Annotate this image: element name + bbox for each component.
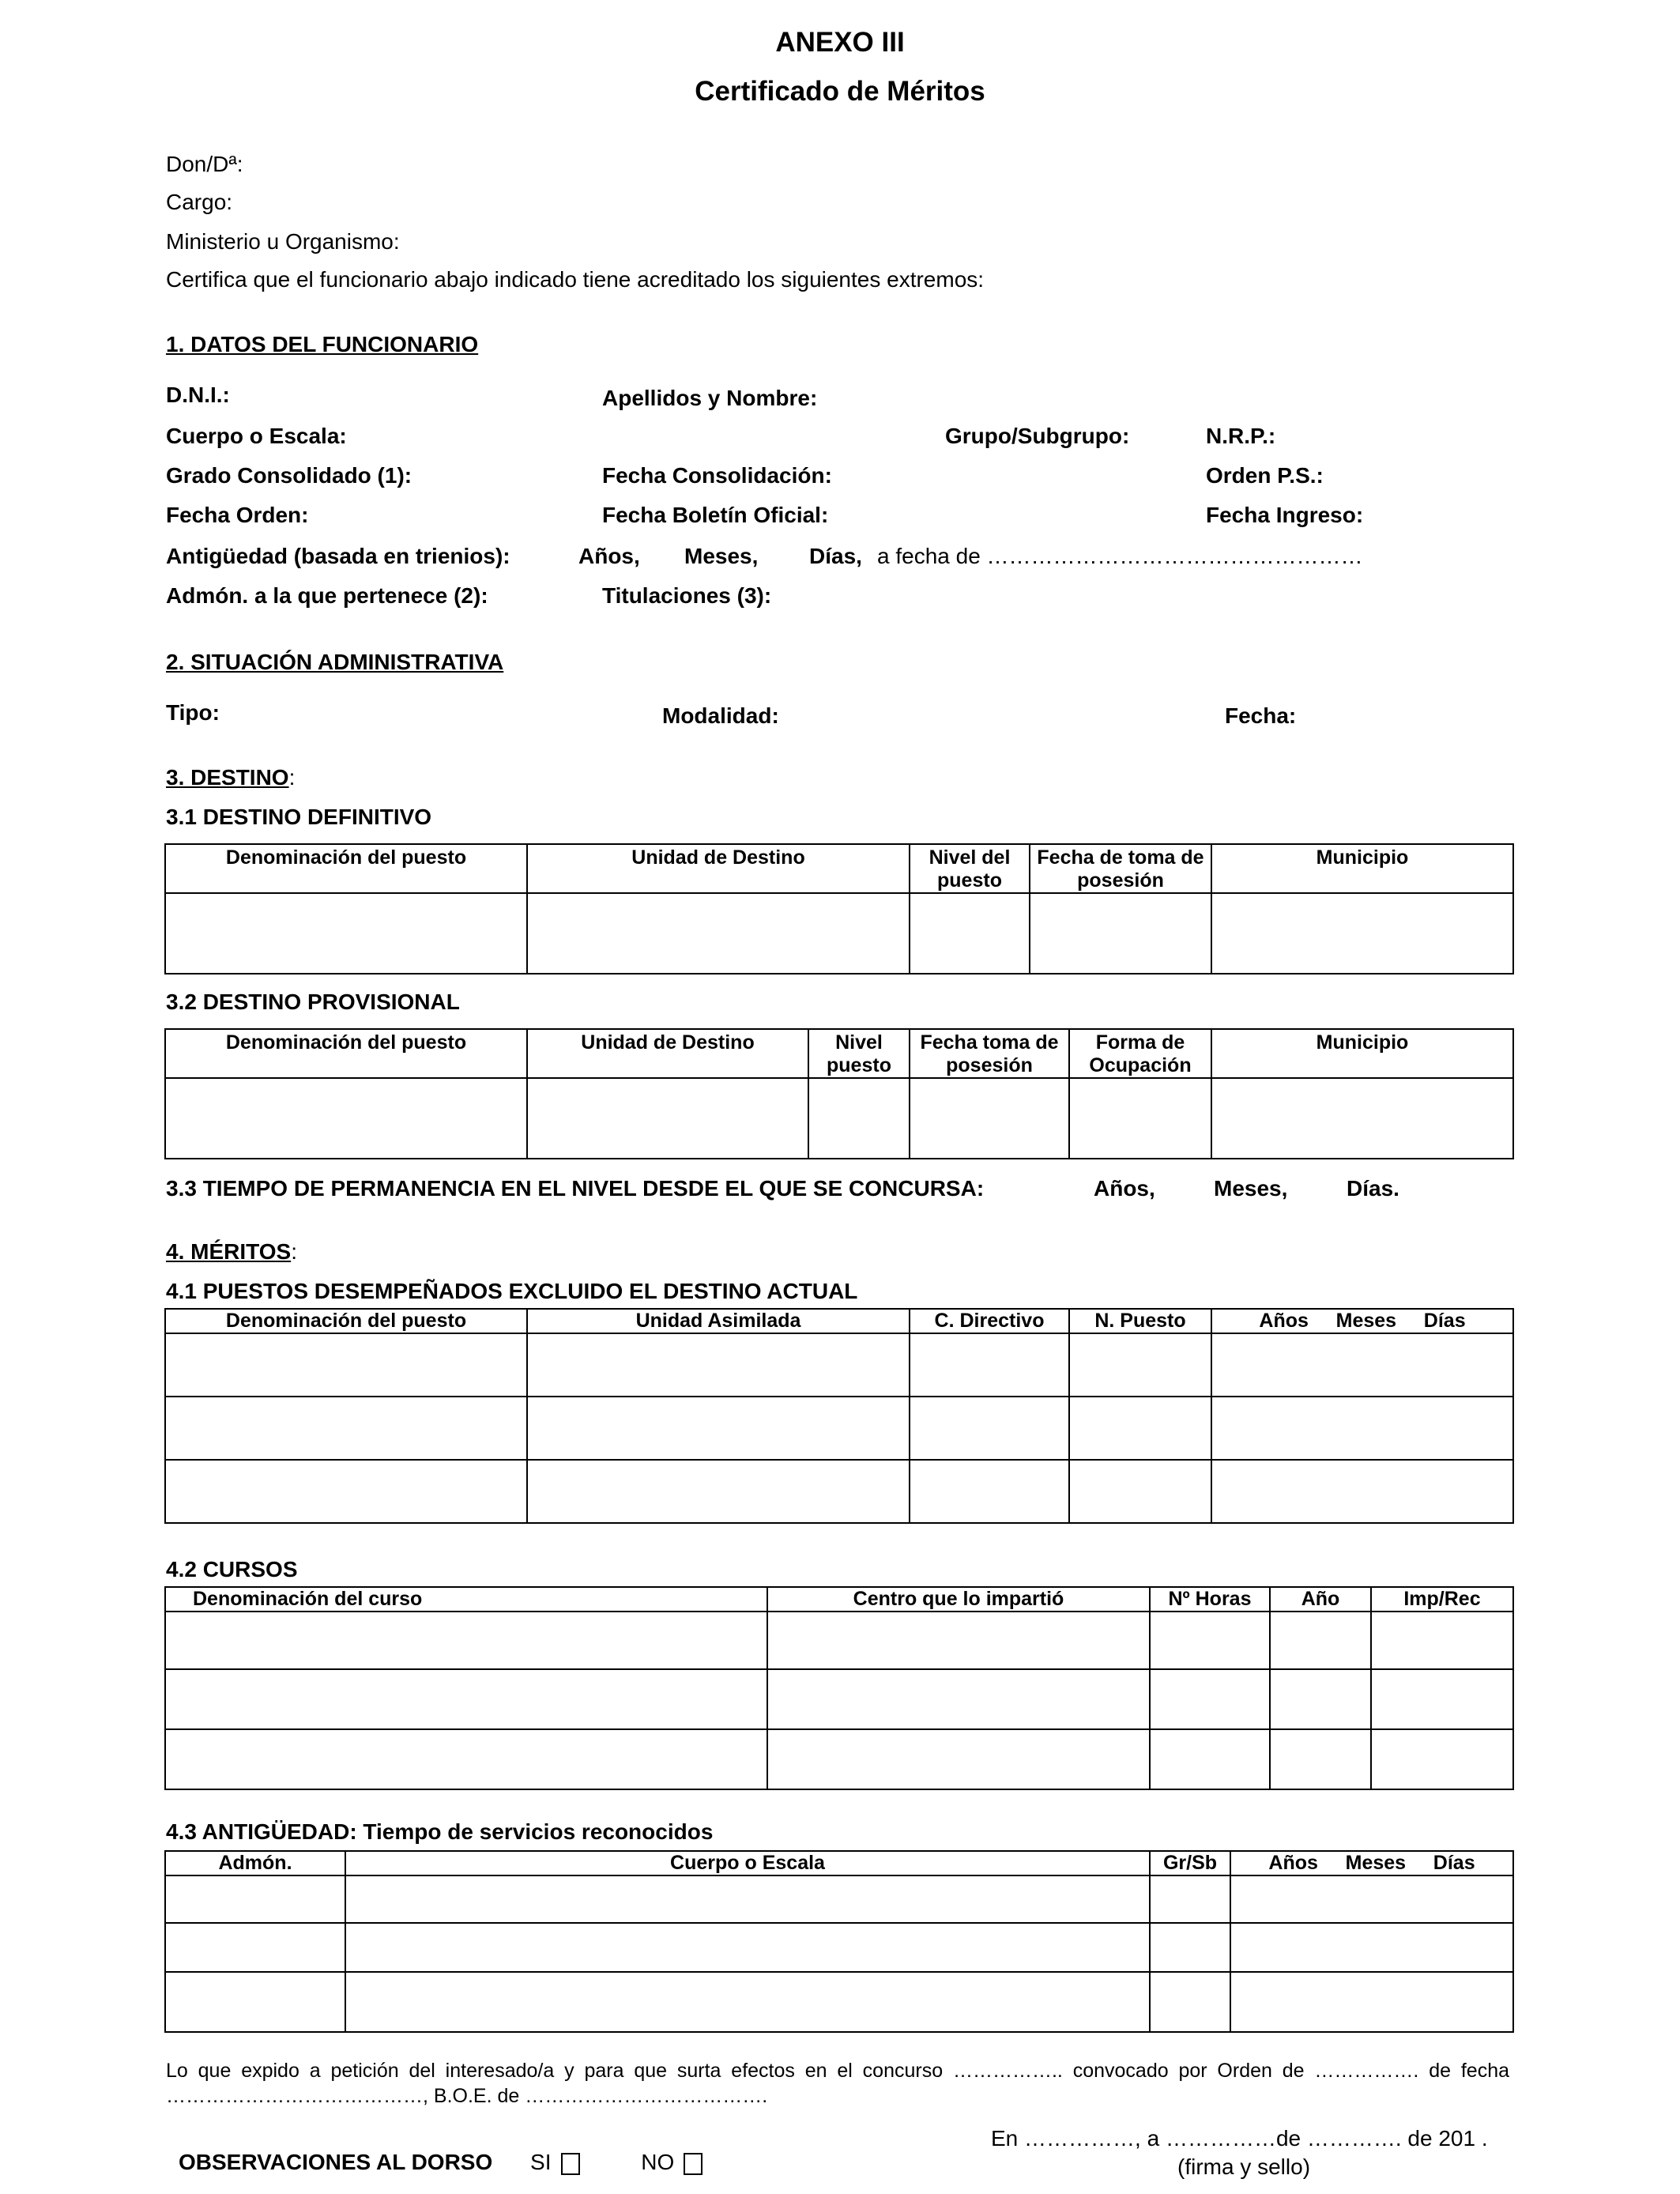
antiguedad-meses: Meses,	[684, 544, 759, 568]
permanencia-anos: Años,	[1094, 1176, 1155, 1201]
header-gr-sb: Gr/Sb	[1150, 1851, 1230, 1875]
table-cell[interactable]	[767, 1669, 1150, 1729]
header-ano: Año	[1270, 1587, 1371, 1612]
table-cell[interactable]	[1230, 1972, 1513, 2032]
table-row	[165, 1923, 1513, 1972]
fecha-ingreso-label: Fecha Ingreso:	[1206, 503, 1364, 527]
table-cell[interactable]	[1371, 1612, 1513, 1669]
si-checkbox[interactable]	[561, 2153, 580, 2175]
page-title: Certificado de Méritos	[695, 76, 985, 107]
table-row	[165, 1397, 1513, 1460]
table-cell[interactable]	[1270, 1612, 1371, 1669]
ministerio-label: Ministerio u Organismo:	[166, 229, 400, 254]
table-cell[interactable]	[527, 1397, 910, 1460]
fecha-boletin-label: Fecha Boletín Oficial:	[602, 503, 829, 527]
table-cell[interactable]	[1150, 1875, 1230, 1923]
grado-label: Grado Consolidado (1):	[166, 463, 412, 488]
table-row	[165, 1612, 1513, 1669]
table-cell[interactable]	[165, 1923, 345, 1972]
section-1-title: 1. DATOS DEL FUNCIONARIO	[166, 332, 479, 356]
modalidad-label: Modalidad:	[662, 703, 779, 728]
header-municipio: Municipio	[1211, 1029, 1513, 1078]
table-antiguedad	[164, 1850, 1514, 2033]
grupo-label: Grupo/Subgrupo:	[945, 424, 1130, 448]
antiguedad-dias: Días,	[809, 544, 862, 568]
table-row	[165, 1460, 1513, 1523]
table-cell[interactable]	[1230, 1875, 1513, 1923]
table-cell[interactable]	[165, 1972, 345, 2032]
table-row	[165, 1875, 1513, 1923]
header-cuerpo-escala: Cuerpo o Escala	[345, 1851, 1150, 1875]
table-cell[interactable]	[1069, 1397, 1211, 1460]
table-puestos-desempenados	[164, 1308, 1514, 1524]
annex-title: ANEXO III	[775, 27, 905, 58]
tipo-label: Tipo:	[166, 700, 220, 725]
table-cell[interactable]	[1030, 893, 1211, 974]
table-cell[interactable]	[527, 893, 910, 974]
expedition-paragraph: Lo que expido a petición del interesado/a y para que surta efectos en el concurso …………….. convocado por Orden de ……………. de fecha …………………………………, B.O.E. de ……………………………….	[166, 2060, 1509, 2107]
header-denominacion: Denominación del puesto	[165, 844, 527, 893]
table-cell[interactable]	[910, 1397, 1069, 1460]
antiguedad-anos: Años,	[578, 544, 640, 568]
section-3-3-title: 3.3 TIEMPO DE PERMANENCIA EN EL NIVEL DESDE EL QUE SE CONCURSA:	[166, 1176, 985, 1201]
table-row	[165, 1729, 1513, 1789]
permanencia-meses: Meses,	[1214, 1176, 1288, 1201]
table-cell[interactable]	[1371, 1729, 1513, 1789]
header-centro: Centro que lo impartió	[767, 1587, 1150, 1612]
table-cell[interactable]	[767, 1612, 1150, 1669]
table-cell[interactable]	[527, 1460, 910, 1523]
table-cell[interactable]	[1371, 1669, 1513, 1729]
table-cell[interactable]	[165, 1460, 527, 1523]
cargo-label: Cargo:	[166, 190, 233, 214]
table-cell[interactable]	[1211, 1397, 1513, 1460]
table-cell[interactable]	[165, 1397, 527, 1460]
table-cell[interactable]	[345, 1875, 1150, 1923]
table-cell[interactable]	[910, 1460, 1069, 1523]
table-cell[interactable]	[1150, 1729, 1270, 1789]
section-3-2-title: 3.2 DESTINO PROVISIONAL	[166, 990, 460, 1014]
table-row	[165, 1669, 1513, 1729]
header-imp-rec: Imp/Rec	[1371, 1587, 1513, 1612]
table-cell[interactable]	[1150, 1612, 1270, 1669]
table-cell[interactable]	[165, 1729, 767, 1789]
table-cell[interactable]	[165, 1612, 767, 1669]
header-denominacion: Denominación del puesto	[165, 1309, 527, 1333]
firma-sello: (firma y sello)	[1177, 2154, 1311, 2179]
table-cell[interactable]	[1150, 1669, 1270, 1729]
permanencia-dias: Días.	[1347, 1176, 1399, 1201]
table-cell[interactable]	[910, 893, 1030, 974]
table-cell[interactable]	[527, 1078, 808, 1159]
header-unidad-destino: Unidad de Destino	[527, 844, 910, 893]
section-3-1-title: 3.1 DESTINO DEFINITIVO	[166, 805, 432, 829]
table-cell[interactable]	[1069, 1333, 1211, 1397]
table-cell[interactable]	[1211, 1460, 1513, 1523]
header-unidad-destino: Unidad de Destino	[527, 1029, 808, 1078]
table-cell[interactable]	[1270, 1669, 1371, 1729]
titulaciones-label: Titulaciones (3):	[602, 583, 772, 608]
header-anos-meses-dias: Años Meses Días	[1230, 1851, 1513, 1875]
header-fecha-toma: Fecha toma de posesión	[910, 1029, 1069, 1078]
table-row	[165, 1972, 1513, 2032]
table-cell[interactable]	[165, 1078, 527, 1159]
a-fecha-de: a fecha de ……………………………………………	[877, 544, 1363, 568]
section-4-3-title: 4.3 ANTIGÜEDAD: Tiempo de servicios reconocidos	[166, 1819, 714, 1844]
section-2-title: 2. SITUACIÓN ADMINISTRATIVA	[166, 650, 504, 674]
header-n-puesto: N. Puesto	[1069, 1309, 1211, 1333]
table-cell[interactable]	[910, 1078, 1069, 1159]
header-nivel: Nivel puesto	[808, 1029, 910, 1078]
dni-label: D.N.I.:	[166, 383, 230, 407]
header-anos-meses-dias: Años Meses Días	[1211, 1309, 1513, 1333]
table-row	[165, 1078, 1513, 1159]
cuerpo-label: Cuerpo o Escala:	[166, 424, 347, 448]
table-cell[interactable]	[910, 1333, 1069, 1397]
table-row	[165, 893, 1513, 974]
table-destino-definitivo	[164, 843, 1514, 974]
section-4-title: 4. MÉRITOS:	[166, 1239, 297, 1264]
apellidos-label: Apellidos y Nombre:	[602, 386, 818, 410]
table-cell[interactable]	[345, 1972, 1150, 2032]
table-cell[interactable]	[1211, 1078, 1513, 1159]
table-destino-provisional	[164, 1028, 1514, 1159]
nrp-label: N.R.P.:	[1206, 424, 1276, 448]
table-cell[interactable]	[165, 1875, 345, 1923]
no-checkbox[interactable]	[684, 2153, 703, 2175]
table-row	[165, 1333, 1513, 1397]
fecha-label: Fecha:	[1225, 703, 1297, 728]
table-cell[interactable]	[1069, 1460, 1211, 1523]
section-4-1-title: 4.1 PUESTOS DESEMPEÑADOS EXCLUIDO EL DESTINO ACTUAL	[166, 1279, 858, 1303]
header-nivel: Nivel del puesto	[910, 844, 1030, 893]
table-cell[interactable]	[527, 1333, 910, 1397]
header-horas: Nº Horas	[1150, 1587, 1270, 1612]
si-label: SI	[530, 2150, 552, 2174]
fecha-orden-label: Fecha Orden:	[166, 503, 309, 527]
header-denominacion: Denominación del puesto	[165, 1029, 527, 1078]
header-municipio: Municipio	[1211, 844, 1513, 893]
table-cell[interactable]	[165, 893, 527, 974]
table-cell[interactable]	[1150, 1923, 1230, 1972]
table-cell[interactable]	[767, 1729, 1150, 1789]
observaciones-row	[179, 2150, 703, 2175]
header-forma-ocupacion: Forma de Ocupación	[1069, 1029, 1211, 1078]
table-cell[interactable]	[1230, 1923, 1513, 1972]
lugar-fecha-line: En ……………, a ……………de …………. de 201 .	[991, 2126, 1488, 2151]
don-label: Don/Dª:	[166, 152, 243, 176]
section-3-title: 3. DESTINO:	[166, 765, 296, 790]
section-4-2-title: 4.2 CURSOS	[166, 1557, 298, 1581]
table-cell[interactable]	[165, 1333, 527, 1397]
certifica-text: Certifica que el funcionario abajo indicado tiene acreditado los siguientes extremos:	[166, 267, 985, 292]
header-fecha-toma: Fecha de toma de posesión	[1030, 844, 1211, 893]
antiguedad-label: Antigüedad (basada en trienios):	[166, 544, 510, 568]
table-cell[interactable]	[165, 1669, 767, 1729]
table-cell[interactable]	[1211, 1333, 1513, 1397]
table-cell[interactable]	[1150, 1972, 1230, 2032]
fecha-consolidacion-label: Fecha Consolidación:	[602, 463, 832, 488]
admon-label: Admón. a la que pertenece (2):	[166, 583, 488, 608]
no-label: NO	[641, 2150, 675, 2174]
table-cell[interactable]	[1211, 893, 1513, 974]
orden-ps-label: Orden P.S.:	[1206, 463, 1324, 488]
header-denominacion-curso: Denominación del curso	[165, 1587, 767, 1612]
header-c-directivo: C. Directivo	[910, 1309, 1069, 1333]
table-cursos	[164, 1586, 1514, 1790]
header-unidad-asimilada: Unidad Asimilada	[527, 1309, 910, 1333]
table-cell[interactable]	[345, 1923, 1150, 1972]
observaciones-label: OBSERVACIONES AL DORSO	[179, 2150, 493, 2174]
table-cell[interactable]	[1069, 1078, 1211, 1159]
table-cell[interactable]	[1270, 1729, 1371, 1789]
table-cell[interactable]	[808, 1078, 910, 1159]
header-admon: Admón.	[165, 1851, 345, 1875]
